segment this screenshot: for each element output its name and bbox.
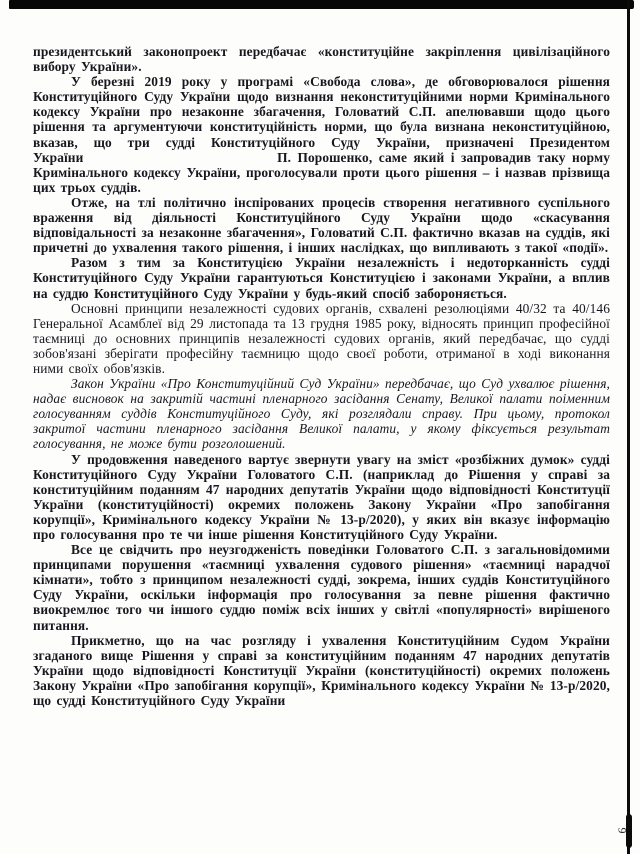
paragraph: Закон України «Про Конституційний Суд України» передбачає, що Суд ухвалює рішення, надає висновок на закритій частині пленарного засідання Сенату, Великої палати поіменним голосуванням суддів Конституційного Суду, які розглядали справу. При цьому, протокол закритої частини пленарного засідання Великої палати, у якому фіксується результат голосування, не може бути розголошений. <box>33 376 610 452</box>
paragraph: Основні принципи незалежності судових органів, схвалені резолюціями 40/32 та 40/146 Генеральної Асамблеї від 29 листопада та 13 грудня 1985 року, відносять принцип професійної таємниці до основних принципів незалежності судових органів, який передбачає, що судді зобов'язані зберігати професійну таємницю щодо своєї роботи, отриманої в ході виконання ними своїх обов'язків. <box>33 300 610 376</box>
paragraph: У березні 2019 року у програмі «Свобода слова», де обговорювалося рішення Конституційного Суду України щодо визнання неконституційними норми Кримінального кодексу України про незаконне збагачення, Головатий С.П. апелювавши щодо цього рішення та аргументуючи конституційність норми, що була визнана неконституційною, вказав, що три судді Конституційного Суду України, призначені Президентом України П. Порошенко, саме який і запровадив таку норму Кримінального кодексу України, проголосували проти цього рішення – і назвав прізвища цих трьох суддів. <box>33 74 610 195</box>
paragraph: Отже, на тлі політично інспірованих процесів створення негативного суспільного враження від діяльності Конституційного Суду України щодо «скасування відповідальності за незаконне збагачення», Головатий С.П. фактично вказав на суддів, які причетні до ухвалення такого рішення, і інших наслідках, що випливають з такої «події». <box>33 194 610 256</box>
document-body <box>33 44 610 708</box>
page-edge-mark: 9 <box>615 827 630 834</box>
paragraph: У продовження наведеного вартує звернути увагу на зміст «розбіжних думок» судді Конституційного Суду України Головатого С.П. (наприклад до Рішення у справі за конституційним поданням 47 народних депутатів України щодо відповідності Конституції України (конституційності) окремих положень Закону України «Про запобігання корупції», Кримінального кодексу України № 13-р/2020), у яких він вказує інформацію про голосування про те чи інше рішення Конституційного Суду України. <box>33 451 610 542</box>
scan-edge-right <box>627 0 630 854</box>
paragraph: президентський законопроект передбачає «конституційне закріплення цивілізаційного вибору України». <box>33 44 610 75</box>
scan-edge-top <box>9 0 634 9</box>
paragraph: Разом з тим за Конституцією України незалежність і недоторканність судді Конституційного Суду України гарантуються Конституцією і законами України, а вплив на суддю Конституційного Суду України у будь-який спосіб забороняється. <box>33 255 610 301</box>
paragraph: Прикметно, що на час розгляду і ухвалення Конституційним Судом України згаданого вище Рішення у справі за конституційним поданням 47 народних депутатів України щодо відповідності Конституції України (конституційності) окремих положень Закону України «Про запобігання корупції», Кримінального кодексу України № 13-р/2020, що судді Конституційного Суду України <box>33 632 610 709</box>
paragraph: Все це свідчить про неузгодженість поведінки Головатого С.П. з загальновідомими принципами порушення «таємниці ухвалення судового рішення» «таємниці нарадчої кімнати», тобто з принципом незалежності судді, зокрема, інших суддів Конституційного Суду України, оскільки інформація про голосування за певне рішення фактично виокремлює того чи іншого суддю поміж всіх інших у світлі «популярності» вирішеного питання. <box>33 542 610 633</box>
